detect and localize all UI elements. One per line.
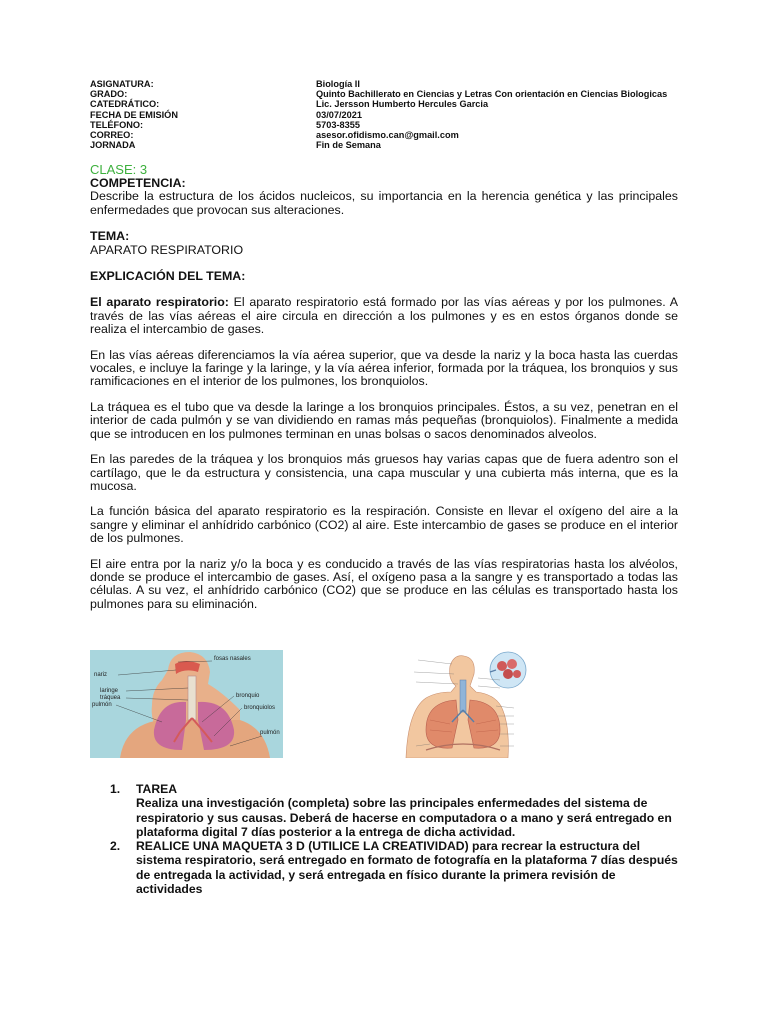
header-row (90, 99, 690, 109)
task-text: REALICE UNA MAQUETA 3 D (UTILICE LA CREATIVIDAD) para recrear la estructura del sistema respiratorio, será entregado en formato de fotografía en la plataforma 7 días después de entregada la actividad, y será entregada en físico durante la primera revisión de actividades (136, 839, 678, 897)
tema-text: APARATO RESPIRATORIO (90, 242, 244, 257)
label-nariz: nariz (94, 672, 108, 678)
header-row (90, 120, 690, 130)
list-item (110, 839, 680, 896)
task-list (110, 782, 680, 896)
header-label: JORNADA (90, 140, 136, 151)
header-value: 03/07/2021 (316, 109, 362, 120)
header-row (90, 140, 690, 150)
header-row (90, 89, 690, 99)
paragraph-3: La tráquea es el tubo que va desde la laringe a los bronquios principales. Éstos, a su vez, penetran en el interior de cada pulmón y se van dividiendo en ramas más pequeñas (bronquiolos). Finalmente a medida que se introducen en los pulmones terminan en unas bolsas o sacos denominados alveolos. (90, 399, 678, 441)
task-text: Realiza una investigación (completa) sobre las principales enfermedades del sistema de respiratorio y sus causas. Deberá de hacerse en computadora o a mano y será entregado en plataforma digital 7 días posterior a la entrega de dicha actividad. (136, 796, 672, 839)
task-title: TAREA (136, 782, 178, 796)
respiratory-system-figure-2 (396, 650, 546, 758)
paragraph-text: El aparato respiratorio está formado por las vías aéreas y por los pulmones. A través de las vías aéreas el aire circula en dirección a los pulmones y es en estos órganos donde se realiza el intercambio de gases. (90, 295, 678, 337)
header-value: Biología II (316, 79, 360, 89)
header-label: CATEDRÁTICO: (90, 99, 160, 110)
competencia-heading: COMPETENCIA: (90, 176, 186, 190)
paragraph-4: En las paredes de la tráquea y los bronquios más gruesos hay varias capas que de fuera adentro son el cartílago, que le da estructura y consistencia, una capa muscular y una cubierta más interna, que es la mucosa. (90, 452, 678, 493)
label-pulmon-left: pulmón (92, 702, 112, 708)
document-body (90, 163, 678, 611)
label-bronquio: bronquio (236, 693, 260, 699)
header-value: 5703-8355 (316, 119, 360, 130)
task-number: 2. (110, 839, 121, 854)
paragraph-2: En las vías aéreas diferenciamos la vía aérea superior, que va desde la nariz y la boca hasta las cuerdas vocales, e incluye la faringe y la laringe, y la vía aérea inferior, formada por la tráquea, los bronquios y sus ramificaciones en el interior de los pulmones, los bronquiolos. (90, 347, 678, 389)
respiratory-system-figure-1 (90, 650, 283, 758)
label-traquea: tráquea (100, 695, 121, 701)
label-laringe: laringe (100, 688, 119, 694)
paragraph-5: La función básica del aparato respiratorio es la respiración. Consiste en llevar el oxígeno del aire a la sangre y eliminar el anhídrido carbónico (CO2) al aire. Este intercambio de gases se produce en el interior de los pulmones. (90, 504, 678, 546)
header-label: FECHA DE EMISIÓN (90, 109, 178, 120)
task-number: 1. (110, 782, 121, 796)
paragraph-6: El aire entra por la nariz y/o la boca y es conducido a través de las vías respiratorias hasta los alvéolos, donde se produce el intercambio de gases. Así, el oxígeno pasa a la sangre y es transportado a todas las células. A su vez, el anhídrido carbónico (CO2) que se produce en las células es transportado hasta los pulmones para su eliminación. (90, 556, 678, 611)
header-label: CORREO: (90, 130, 134, 141)
paragraph-1 (90, 296, 678, 336)
label-pulmon-right: pulmón (260, 730, 280, 736)
header-info (90, 79, 690, 150)
header-value: Quinto Bachillerato en Ciencias y Letras Con orientación en Ciencias Biologicas (316, 89, 668, 100)
header-row (90, 130, 690, 140)
competencia-text: Describe la estructura de los ácidos nucleicos, su importancia en la herencia genética y las principales enfermedades que provocan sus alteraciones. (90, 189, 678, 217)
header-row (90, 79, 690, 89)
header-row (90, 110, 690, 120)
header-value: Fin de Semana (316, 140, 381, 151)
class-number: CLASE: 3 (90, 162, 148, 177)
label-bronquiolos: bronquiolos (244, 705, 276, 711)
list-item (110, 782, 680, 839)
paragraph-lead: El aparato respiratorio: (90, 295, 229, 310)
header-label: GRADO: (90, 89, 128, 100)
header-value: asesor.ofidismo.can@gmail.com (316, 130, 459, 141)
header-value: Lic. Jersson Humberto Hercules Garcia (316, 99, 489, 110)
label-fosas: fosas nasales (214, 656, 251, 662)
header-label: TELÉFONO: (90, 119, 144, 130)
header-label: ASIGNATURA: (90, 79, 154, 89)
explicacion-heading: EXPLICACIÓN DEL TEMA: (90, 269, 246, 284)
tema-heading: TEMA: (90, 229, 130, 244)
